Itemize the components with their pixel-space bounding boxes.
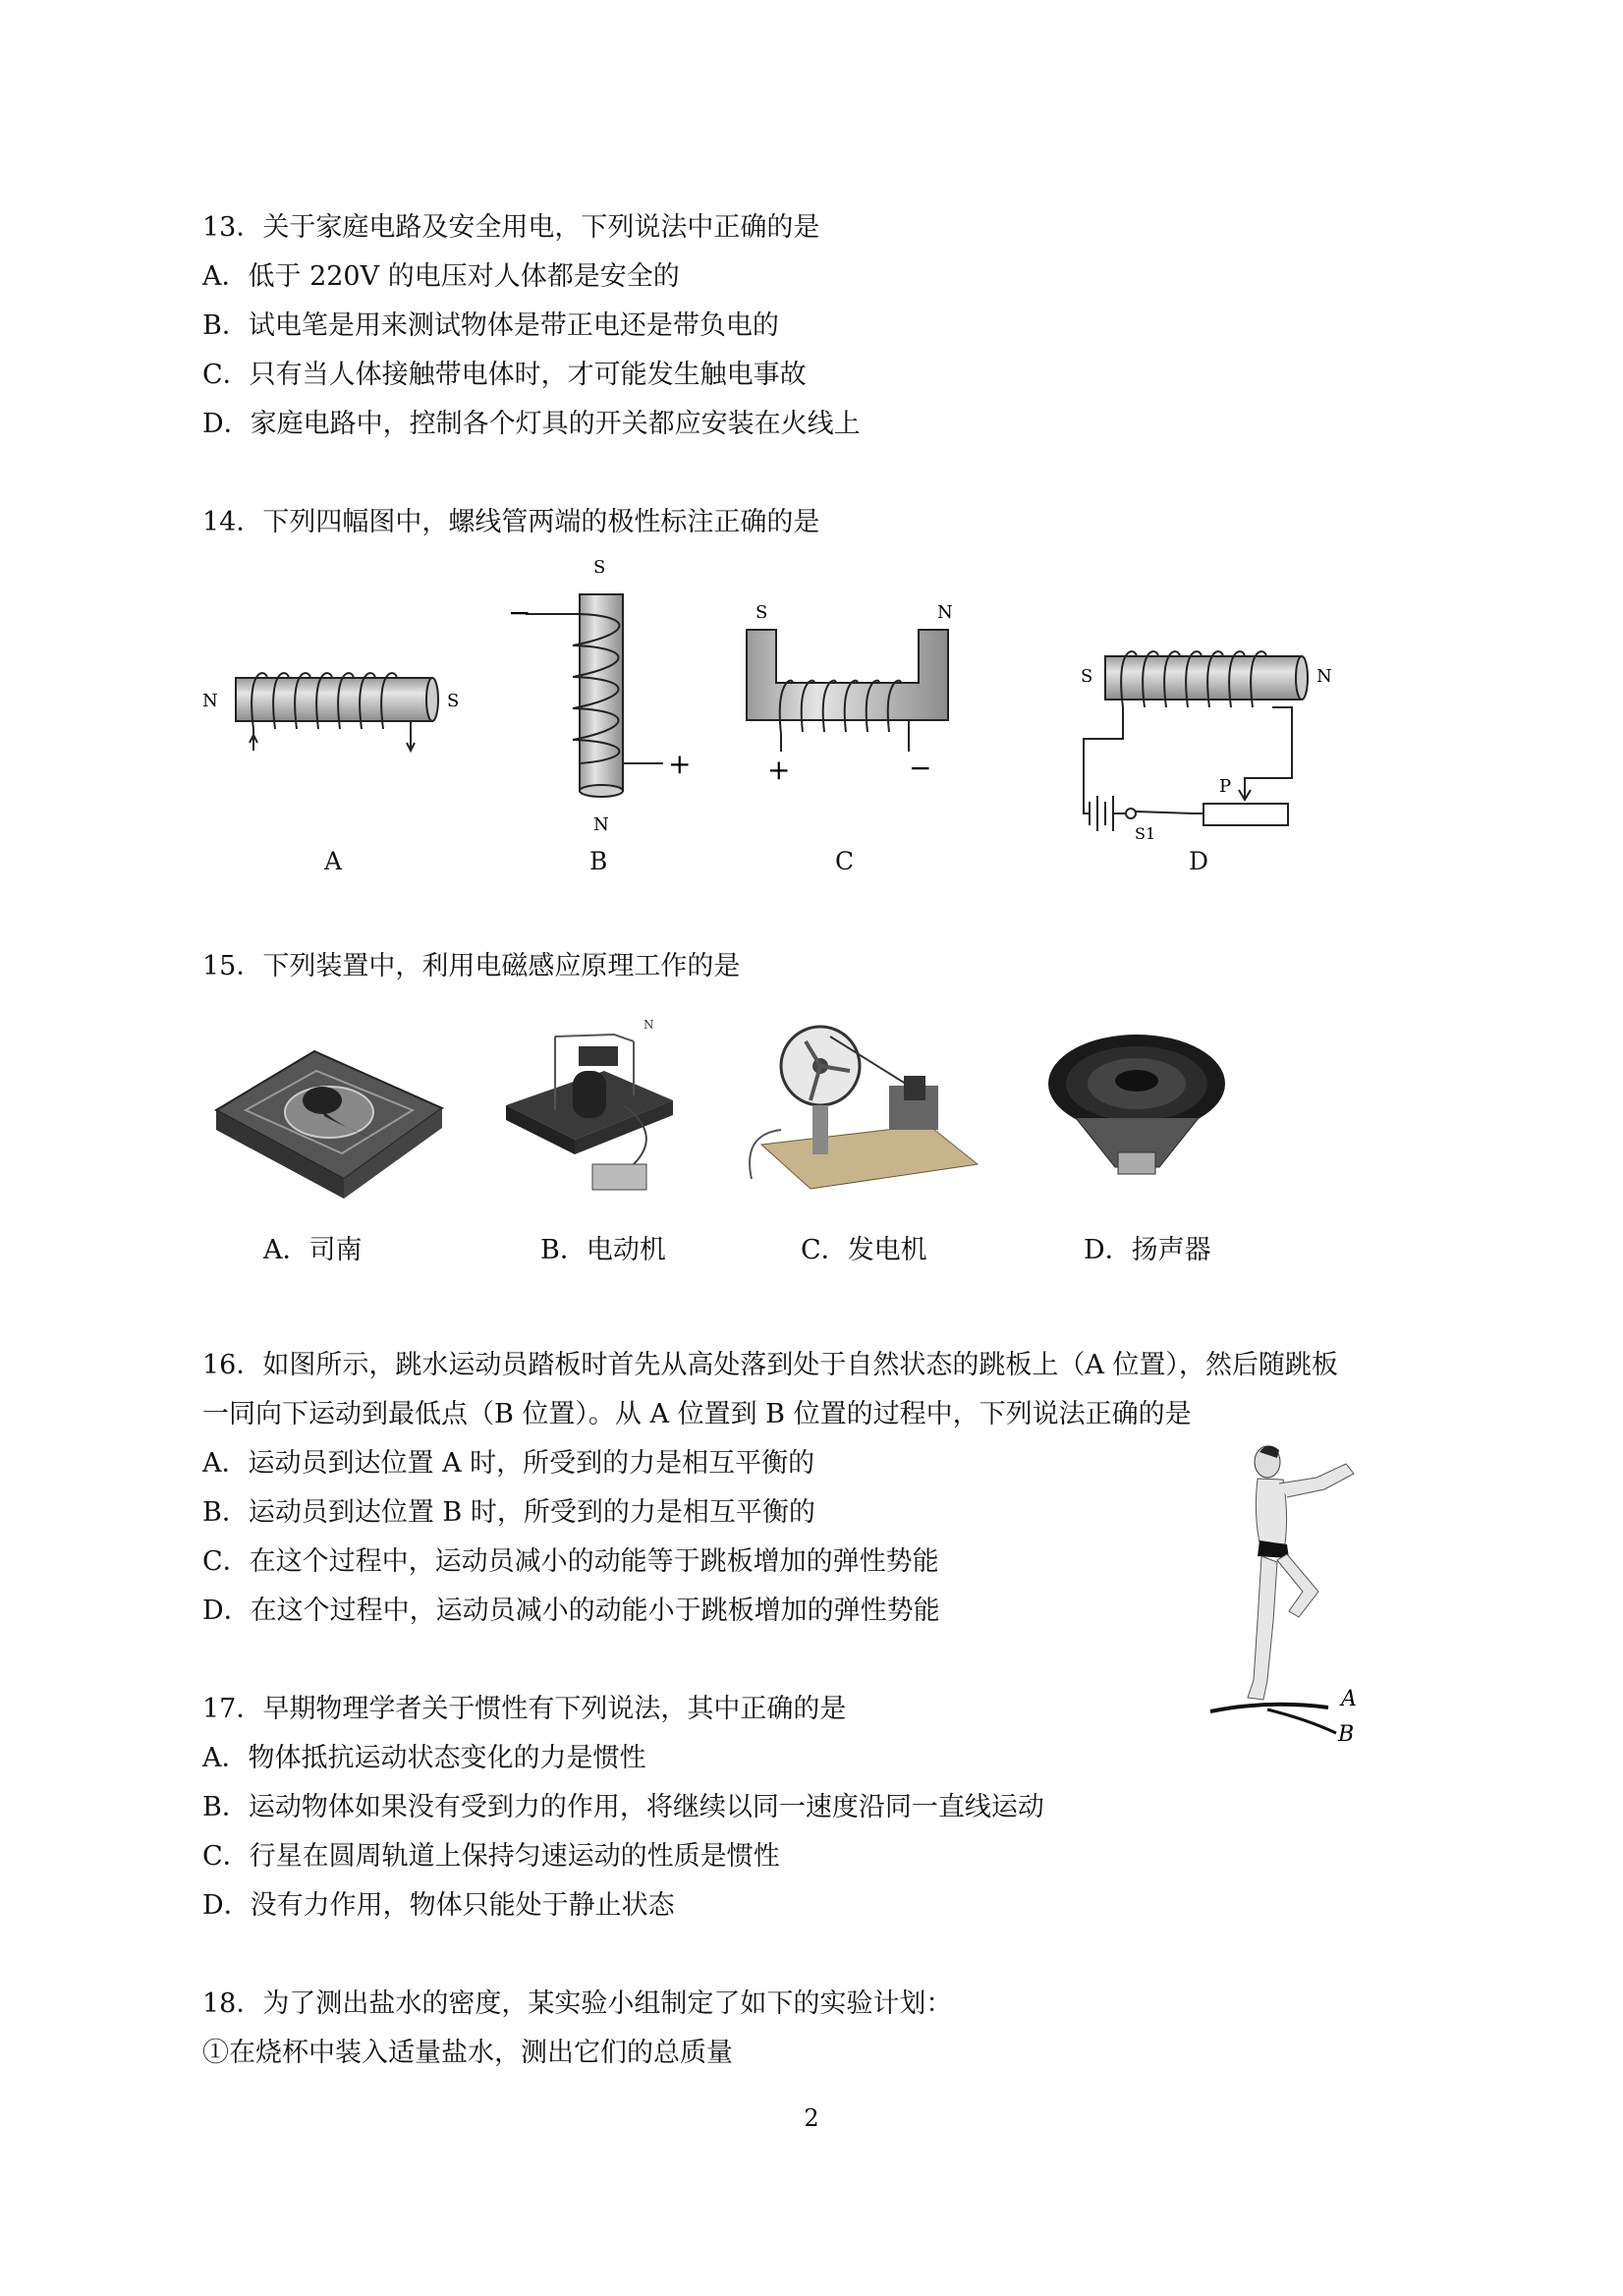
q13-stem: 13．关于家庭电路及安全用电，下列说法中正确的是 [202, 212, 820, 243]
q17-option-b: B．运动物体如果没有受到力的作用，将继续以同一速度沿同一直线运动 [202, 1792, 1044, 1822]
q16-option-b: B．运动员到达位置 B 时，所受到的力是相互平衡的 [202, 1497, 815, 1528]
fig-a-left-pole: N [202, 691, 218, 711]
q13-option-d: D．家庭电路中，控制各个灯具的开关都应安装在火线上 [202, 409, 861, 439]
q14-figure-a [196, 648, 472, 766]
q16-option-d: D．在这个过程中，运动员减小的动能小于跳板增加的弹性势能 [202, 1596, 940, 1626]
fig-a-right-pole: S [447, 691, 460, 711]
diver-label-a: A [1341, 1687, 1357, 1711]
q14-figure-c [732, 594, 987, 791]
fig-b-top-pole: S [593, 557, 606, 578]
q15-stem: 15．下列装置中，利用电磁感应原理工作的是 [202, 951, 741, 981]
fig-b-minus: − [508, 596, 532, 629]
fig-b-bottom-pole: N [593, 814, 609, 835]
fig-c-minus: − [909, 752, 932, 784]
compass-si-nan-image [206, 1032, 452, 1204]
q17-option-d: D．没有力作用，物体只能处于静止状态 [202, 1890, 675, 1921]
fig-c-left-pole: S [756, 602, 768, 623]
fig-b-caption: B [589, 847, 608, 875]
q18-stem: 18．为了测出盐水的密度，某实验小组制定了如下的实验计划： [202, 1988, 953, 2019]
q13-option-b: B．试电笔是用来测试物体是带正电还是带负电的 [202, 310, 779, 341]
q14-figure-b [506, 555, 702, 840]
fig-d-caption: D [1189, 847, 1209, 875]
fig-a-caption: A [324, 847, 343, 875]
q17-option-a: A．物体抵抗运动状态变化的力是惯性 [202, 1743, 646, 1773]
generator-image [732, 1017, 987, 1213]
q17-stem: 17．早期物理学者关于惯性有下列说法，其中正确的是 [202, 1694, 847, 1724]
fig-b-plus: + [668, 748, 692, 780]
q16-option-c: C．在这个过程中，运动员减小的动能等于跳板增加的弹性势能 [202, 1546, 939, 1577]
diver-figure [1208, 1434, 1375, 1759]
speaker-image [1041, 1030, 1233, 1187]
q16-stem-line2: 一同向下运动到最低点（B 位置）。从 A 位置到 B 位置的过程中，下列说法正确的是 [202, 1399, 1192, 1429]
electric-motor-image [496, 1017, 693, 1208]
q15-option-a: A．司南 [263, 1235, 363, 1265]
q15-option-c: C．发电机 [801, 1235, 927, 1265]
fig-c-right-pole: N [937, 602, 953, 623]
fig-d-slider-p: P [1219, 776, 1232, 797]
fig-c-plus: + [767, 754, 791, 786]
fig-d-right-pole: N [1316, 666, 1332, 687]
q13-option-c: C．只有当人体接触带电体时，才可能发生触电事故 [202, 360, 807, 390]
fig-d-left-pole: S [1081, 666, 1093, 687]
q17-option-c: C．行星在圆周轨道上保持匀速运动的性质是惯性 [202, 1841, 780, 1872]
diver-label-b: B [1338, 1722, 1355, 1747]
q15-option-b: B．电动机 [540, 1235, 666, 1265]
svg-text:N: N [644, 1018, 654, 1032]
fig-c-caption: C [835, 847, 855, 875]
q16-option-a: A．运动员到达位置 A 时，所受到的力是相互平衡的 [202, 1448, 815, 1479]
q16-stem-line1: 16．如图所示，跳水运动员踏板时首先从高处落到处于自然状态的跳板上（A 位置），然后随跳板 [202, 1350, 1338, 1380]
page-number: 2 [804, 2104, 819, 2132]
fig-d-switch-label: S1 [1135, 824, 1156, 843]
q14-stem: 14．下列四幅图中，螺线管两端的极性标注正确的是 [202, 507, 820, 537]
q18-step-1: ①在烧杯中装入适量盐水，测出它们的总质量 [202, 2038, 733, 2068]
q14-figure-d [1076, 629, 1351, 845]
q13-option-a: A．低于 220V 的电压对人体都是安全的 [202, 261, 680, 292]
q15-option-d: D．扬声器 [1084, 1235, 1211, 1265]
